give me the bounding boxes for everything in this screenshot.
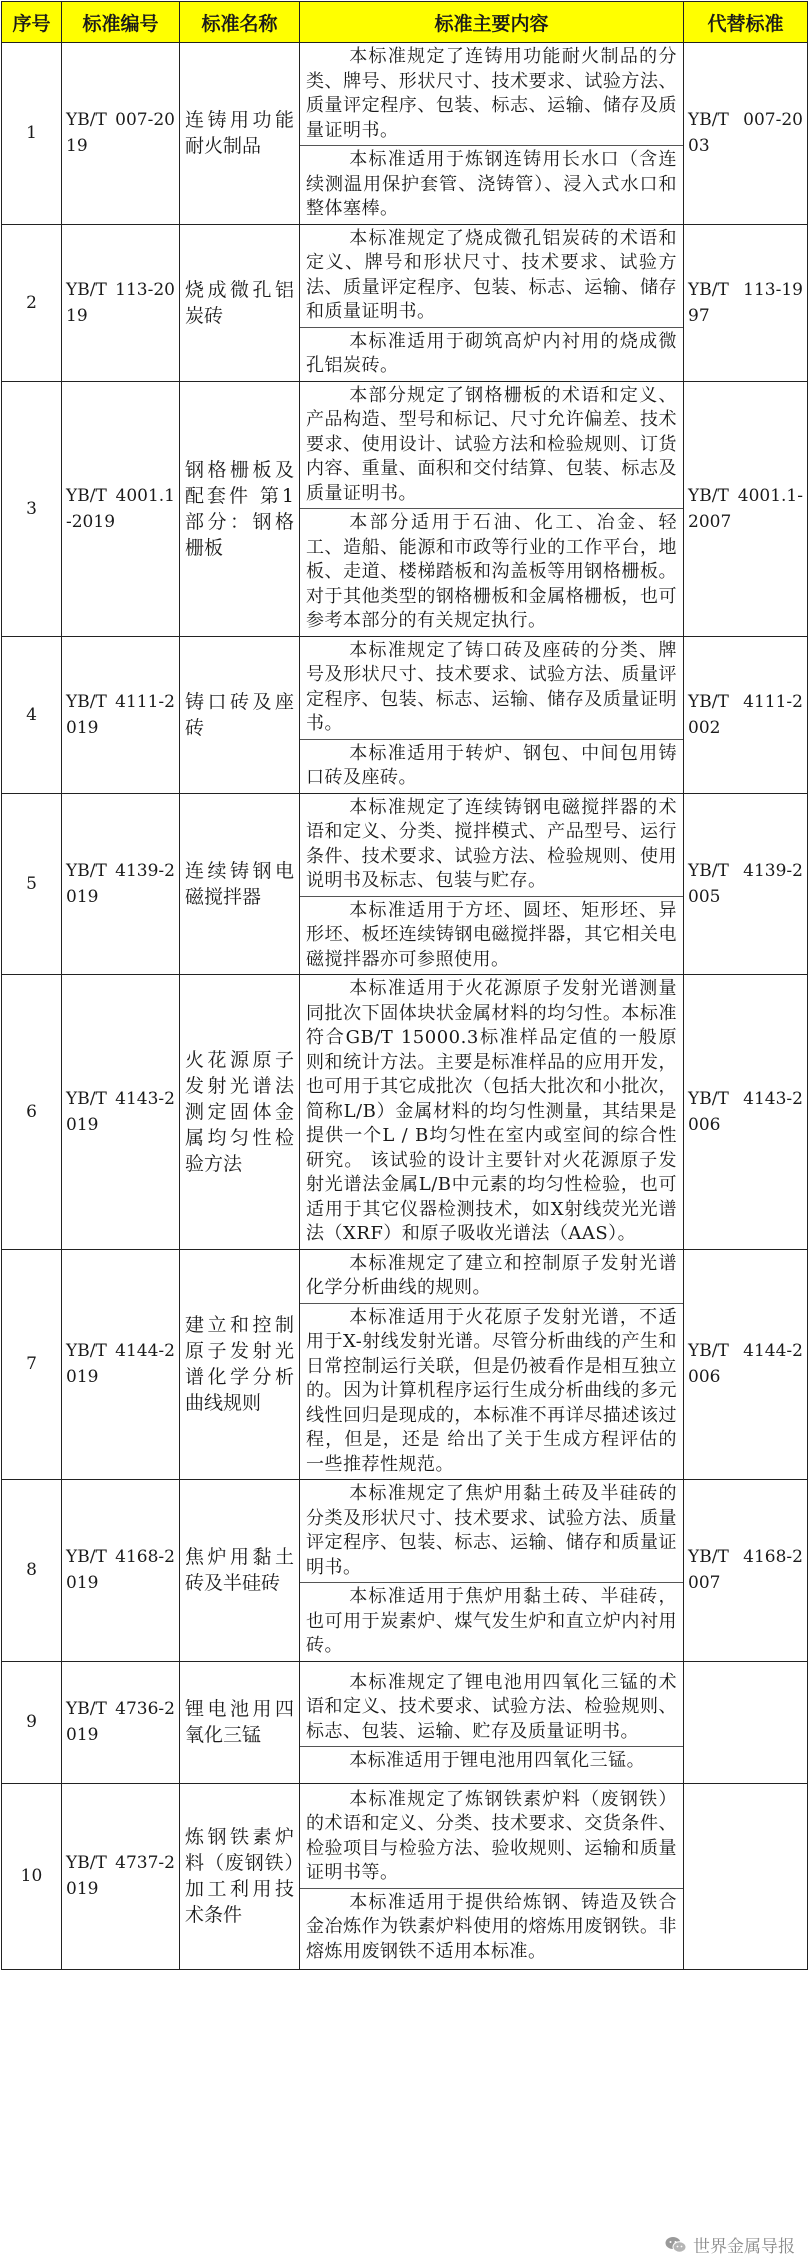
cell-no: 8 xyxy=(2,1480,62,1662)
table-row xyxy=(2,1661,808,1783)
cell-content xyxy=(300,1480,684,1662)
table-row xyxy=(2,43,808,225)
table-row xyxy=(2,636,808,793)
cell-code: YB/T 4144-2019 xyxy=(62,1249,180,1480)
cell-content xyxy=(300,1783,684,1969)
content-paragraph: 本标准规定了连续铸钢电磁搅拌器的术语和定义、分类、搅拌模式、产品型号、运行条件、技术要求、试验方法、检验规则、使用说明书及标志、包装与贮存。 xyxy=(306,796,677,891)
cell-name: 锂电池用四氧化三锰 xyxy=(180,1661,300,1783)
cell-no: 10 xyxy=(2,1783,62,1969)
cell-no: 1 xyxy=(2,43,62,225)
cell-replaces: YB/T 4144-2006 xyxy=(684,1249,808,1480)
header-replaces: 代替标准 xyxy=(684,2,808,43)
cell-content xyxy=(300,224,684,381)
cell-no: 9 xyxy=(2,1661,62,1783)
cell-replaces: YB/T 113-1997 xyxy=(684,224,808,381)
content-paragraph: 本部分规定了钢格栅板的术语和定义、产品构造、型号和标记、尺寸允许偏差、技术要求、使用设计、试验方法和检验规则、订货内容、重量、面积和交付结算、包装、标志及质量证明书。 xyxy=(306,384,677,504)
cell-code: YB/T 4737-2019 xyxy=(62,1783,180,1969)
cell-no: 7 xyxy=(2,1249,62,1480)
content-paragraph: 本标准适用于炼钢连铸用长水口（含连续测温用保护套管、浇铸管）、浸入式水口和整体塞棒。 xyxy=(300,145,683,224)
cell-name: 炼钢铁素炉料（废钢铁）加工利用技术条件 xyxy=(180,1783,300,1969)
cell-replaces: YB/T 4001.1-2007 xyxy=(684,381,808,636)
cell-name: 连续铸钢电磁搅拌器 xyxy=(180,793,300,975)
header-name: 标准名称 xyxy=(180,2,300,43)
cell-replaces: YB/T 4168-2007 xyxy=(684,1480,808,1662)
cell-content xyxy=(300,636,684,793)
cell-content xyxy=(300,975,684,1250)
cell-code: YB/T 4736-2019 xyxy=(62,1661,180,1783)
cell-code: YB/T 007-2019 xyxy=(62,43,180,225)
cell-code: YB/T 4168-2019 xyxy=(62,1480,180,1662)
cell-replaces: YB/T 4111-2002 xyxy=(684,636,808,793)
cell-name: 焦炉用黏土砖及半硅砖 xyxy=(180,1480,300,1662)
cell-replaces xyxy=(684,1661,808,1783)
content-paragraph: 本标准规定了连铸用功能耐火制品的分类、牌号、形状尺寸、技术要求、试验方法、质量评定程序、包装、标志、运输、储存及质量证明书。 xyxy=(306,46,677,141)
content-paragraph: 本标准规定了建立和控制原子发射光谱化学分析曲线的规则。 xyxy=(306,1252,677,1298)
content-paragraph: 本标准适用于方坯、圆坯、矩形坯、异形坯、板坯连续铸钢电磁搅拌器，其它相关电磁搅拌器亦可参照使用。 xyxy=(300,896,683,975)
table-row xyxy=(2,1249,808,1480)
header-no: 序号 xyxy=(2,2,62,43)
cell-name: 烧成微孔铝炭砖 xyxy=(180,224,300,381)
cell-content xyxy=(300,43,684,225)
cell-code: YB/T 4143-2019 xyxy=(62,975,180,1250)
cell-code: YB/T 4001.1-2019 xyxy=(62,381,180,636)
cell-replaces: YB/T 007-2003 xyxy=(684,43,808,225)
cell-name: 铸口砖及座砖 xyxy=(180,636,300,793)
cell-no: 6 xyxy=(2,975,62,1250)
table-row xyxy=(2,975,808,1250)
table-row xyxy=(2,1783,808,1969)
header-content: 标准主要内容 xyxy=(300,2,684,43)
header-code: 标准编号 xyxy=(62,2,180,43)
header-row xyxy=(2,2,808,43)
cell-code: YB/T 4139-2019 xyxy=(62,793,180,975)
content-paragraph: 本标准规定了烧成微孔铝炭砖的术语和定义、牌号和形状尺寸、技术要求、试验方法、质量评定程序、包装、标志、运输、储存和质量证明书。 xyxy=(306,227,677,322)
cell-no: 4 xyxy=(2,636,62,793)
cell-name: 建立和控制原子发射光谱化学分析曲线规则 xyxy=(180,1249,300,1480)
table-row xyxy=(2,793,808,975)
content-paragraph: 本标准适用于焦炉用黏土砖、半硅砖，也可用于炭素炉、煤气发生炉和直立炉内衬用砖。 xyxy=(300,1582,683,1661)
cell-code: YB/T 4111-2019 xyxy=(62,636,180,793)
cell-content xyxy=(300,793,684,975)
content-paragraph: 本标准规定了焦炉用黏土砖及半硅砖的分类及形状尺寸、技术要求、试验方法、质量评定程序、包装、标志、运输、储存和质量证明书。 xyxy=(306,1483,677,1578)
content-paragraph: 本标准适用于火花原子发射光谱，不适用于X-射线发射光谱。尽管分析曲线的产生和日常控制运行关联，但是仍被看作是相互独立的。因为计算机程序运行生成分析曲线的多元线性回归是现成的，本标准不再详尽描述该过程，但是，还是 给出了关于生成方程评估的一些推荐性规范。 xyxy=(300,1303,683,1480)
cell-no: 2 xyxy=(2,224,62,381)
content-paragraph: 本标准适用于锂电池用四氧化三锰。 xyxy=(300,1746,683,1776)
cell-no: 5 xyxy=(2,793,62,975)
cell-content xyxy=(300,1661,684,1783)
cell-name: 连铸用功能耐火制品 xyxy=(180,43,300,225)
standards-table xyxy=(1,1,808,1970)
table-body xyxy=(2,43,808,1970)
table-row xyxy=(2,381,808,636)
content-paragraph: 本标准适用于砌筑高炉内衬用的烧成微孔铝炭砖。 xyxy=(300,327,683,381)
content-paragraph: 本标准规定了锂电池用四氧化三锰的术语和定义、技术要求、试验方法、检验规则、标志、包装、运输、贮存及质量证明书。 xyxy=(306,1671,677,1742)
cell-content xyxy=(300,1249,684,1480)
content-paragraph: 本部分适用于石油、化工、冶金、轻工、造船、能源和市政等行业的工作平台，地板、走道、楼梯踏板和沟盖板等用钢格栅板。对于其他类型的钢格栅板和金属格栅板，也可参考本部分的有关规定执行。 xyxy=(300,508,683,636)
content-paragraph: 本标准规定了铸口砖及座砖的分类、牌号及形状尺寸、技术要求、试验方法、质量评定程序、包装、标志、运输、储存及质量证明书。 xyxy=(306,639,677,734)
cell-replaces: YB/T 4143-2006 xyxy=(684,975,808,1250)
content-paragraph: 本标准适用于火花源原子发射光谱测量同批次下固体块状金属材料的均匀性。本标准符合GB/T 15000.3标准样品定值的一般原则和统计方法。主要是标准样品的应用开发，也可用于其它成批次（包括大批次和小批次，简称L/B）金属材料的均匀性测量，其结果是提供一个L / B均匀性在室内或室间的综合性研究。 该试验的设计主要针对火花源原子发射光谱法金属L/B中元素的均匀性检验，也可适用于其它仪器检测技术，如X射线荧光光谱法（XRF）和原子吸收光谱法（AAS）。 xyxy=(306,978,677,1244)
content-paragraph: 本标准适用于转炉、钢包、中间包用铸口砖及座砖。 xyxy=(300,739,683,793)
content-paragraph: 本标准规定了炼钢铁素炉料（废钢铁）的术语和定义、分类、技术要求、交货条件、检验项目与检验方法、验收规则、运输和质量证明书等。 xyxy=(306,1788,677,1884)
cell-no: 3 xyxy=(2,381,62,636)
watermark xyxy=(665,2232,795,2257)
cell-replaces: YB/T 4139-2005 xyxy=(684,793,808,975)
table-row xyxy=(2,1480,808,1662)
cell-name: 钢格栅板及配套件 第1部分：钢格栅板 xyxy=(180,381,300,636)
table-row xyxy=(2,224,808,381)
cell-code: YB/T 113-2019 xyxy=(62,224,180,381)
content-paragraph: 本标准适用于提供给炼钢、铸造及铁合金冶炼作为铁素炉料使用的熔炼用废钢铁。非熔炼用废钢铁不适用本标准。 xyxy=(300,1888,683,1967)
cell-replaces xyxy=(684,1783,808,1969)
cell-content xyxy=(300,381,684,636)
watermark-text: 世界金属导报 xyxy=(693,2237,795,2257)
cell-name: 火花源原子发射光谱法测定固体金属均匀性检验方法 xyxy=(180,975,300,1250)
wechat-icon xyxy=(665,2236,687,2254)
